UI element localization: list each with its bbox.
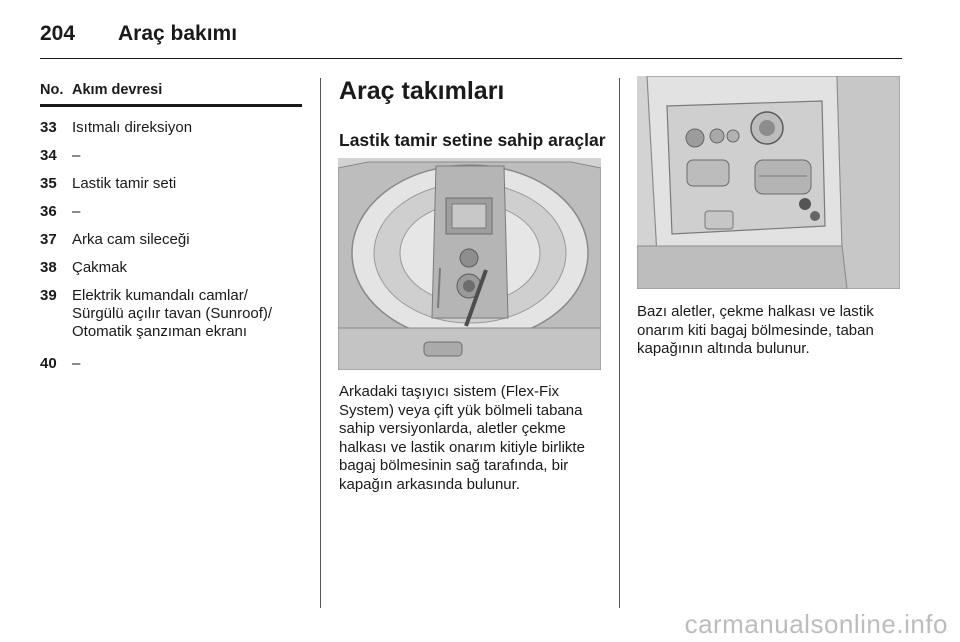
fuse-number: 33 bbox=[40, 119, 57, 136]
table-row bbox=[40, 119, 302, 137]
paragraph-floor-cover: Bazı aletler, çekme halkası ve lastik onarım kiti bagaj bölmesinde, taban kapağının altında bulunur. bbox=[637, 303, 874, 358]
fuse-number: 34 bbox=[40, 147, 57, 164]
fuse-circuit: Isıtmalı direksiyon bbox=[72, 119, 193, 136]
table-row bbox=[40, 287, 302, 341]
table-row bbox=[40, 259, 302, 277]
column-divider-right bbox=[619, 78, 620, 608]
fuse-number: 36 bbox=[40, 203, 57, 220]
spare-wheel-well-illustration bbox=[338, 158, 601, 370]
fuse-number: 39 bbox=[40, 287, 57, 304]
table-row bbox=[40, 147, 302, 165]
fuse-circuit: Lastik tamir seti bbox=[72, 175, 177, 192]
table-row bbox=[40, 203, 302, 221]
col-header-no: No. bbox=[40, 82, 64, 98]
fuse-table-header bbox=[40, 82, 302, 107]
fuse-circuit: – bbox=[72, 203, 81, 220]
trunk-side-compartment-illustration bbox=[637, 76, 900, 289]
table-row bbox=[40, 231, 302, 249]
page-header bbox=[40, 18, 902, 59]
column-divider-left bbox=[320, 78, 321, 608]
fuse-circuit: Elektrik kumandalı camlar/ Sürgülü açılır tavan (Sunroof)/ Otomatik şanzıman ekranı bbox=[72, 287, 273, 340]
fuse-circuit: Çakmak bbox=[72, 259, 128, 276]
section-subtitle: Lastik tamir setine sahip araçlar bbox=[339, 130, 606, 150]
table-row bbox=[40, 355, 302, 373]
fuse-number: 38 bbox=[40, 259, 57, 276]
watermark: carmanualsonline.info bbox=[684, 609, 948, 639]
paragraph-flex-fix: Arkadaki taşıyıcı sistem (Flex-Fix System) veya çift yük bölmeli tabana sahip versiyonlarda, aletler çekme halkası ve lastik onarım kitiyle birlikte bagaj bölmesinin sağ tarafında, bir kapağın arkasında bulunur. bbox=[339, 383, 585, 493]
fuse-circuit: – bbox=[72, 355, 81, 372]
fuse-circuit: Arka cam sileceği bbox=[72, 231, 190, 248]
fuse-circuit: – bbox=[72, 147, 81, 164]
page-number: 204 bbox=[40, 22, 76, 45]
section-title: Araç takımları bbox=[339, 77, 505, 105]
fuse-number: 37 bbox=[40, 231, 57, 248]
page-title: Araç bakımı bbox=[118, 22, 238, 45]
col-header-circuit: Akım devresi bbox=[72, 82, 163, 98]
fuse-table bbox=[40, 82, 302, 373]
fuse-number: 40 bbox=[40, 355, 57, 372]
fuse-number: 35 bbox=[40, 175, 57, 192]
table-row bbox=[40, 175, 302, 193]
